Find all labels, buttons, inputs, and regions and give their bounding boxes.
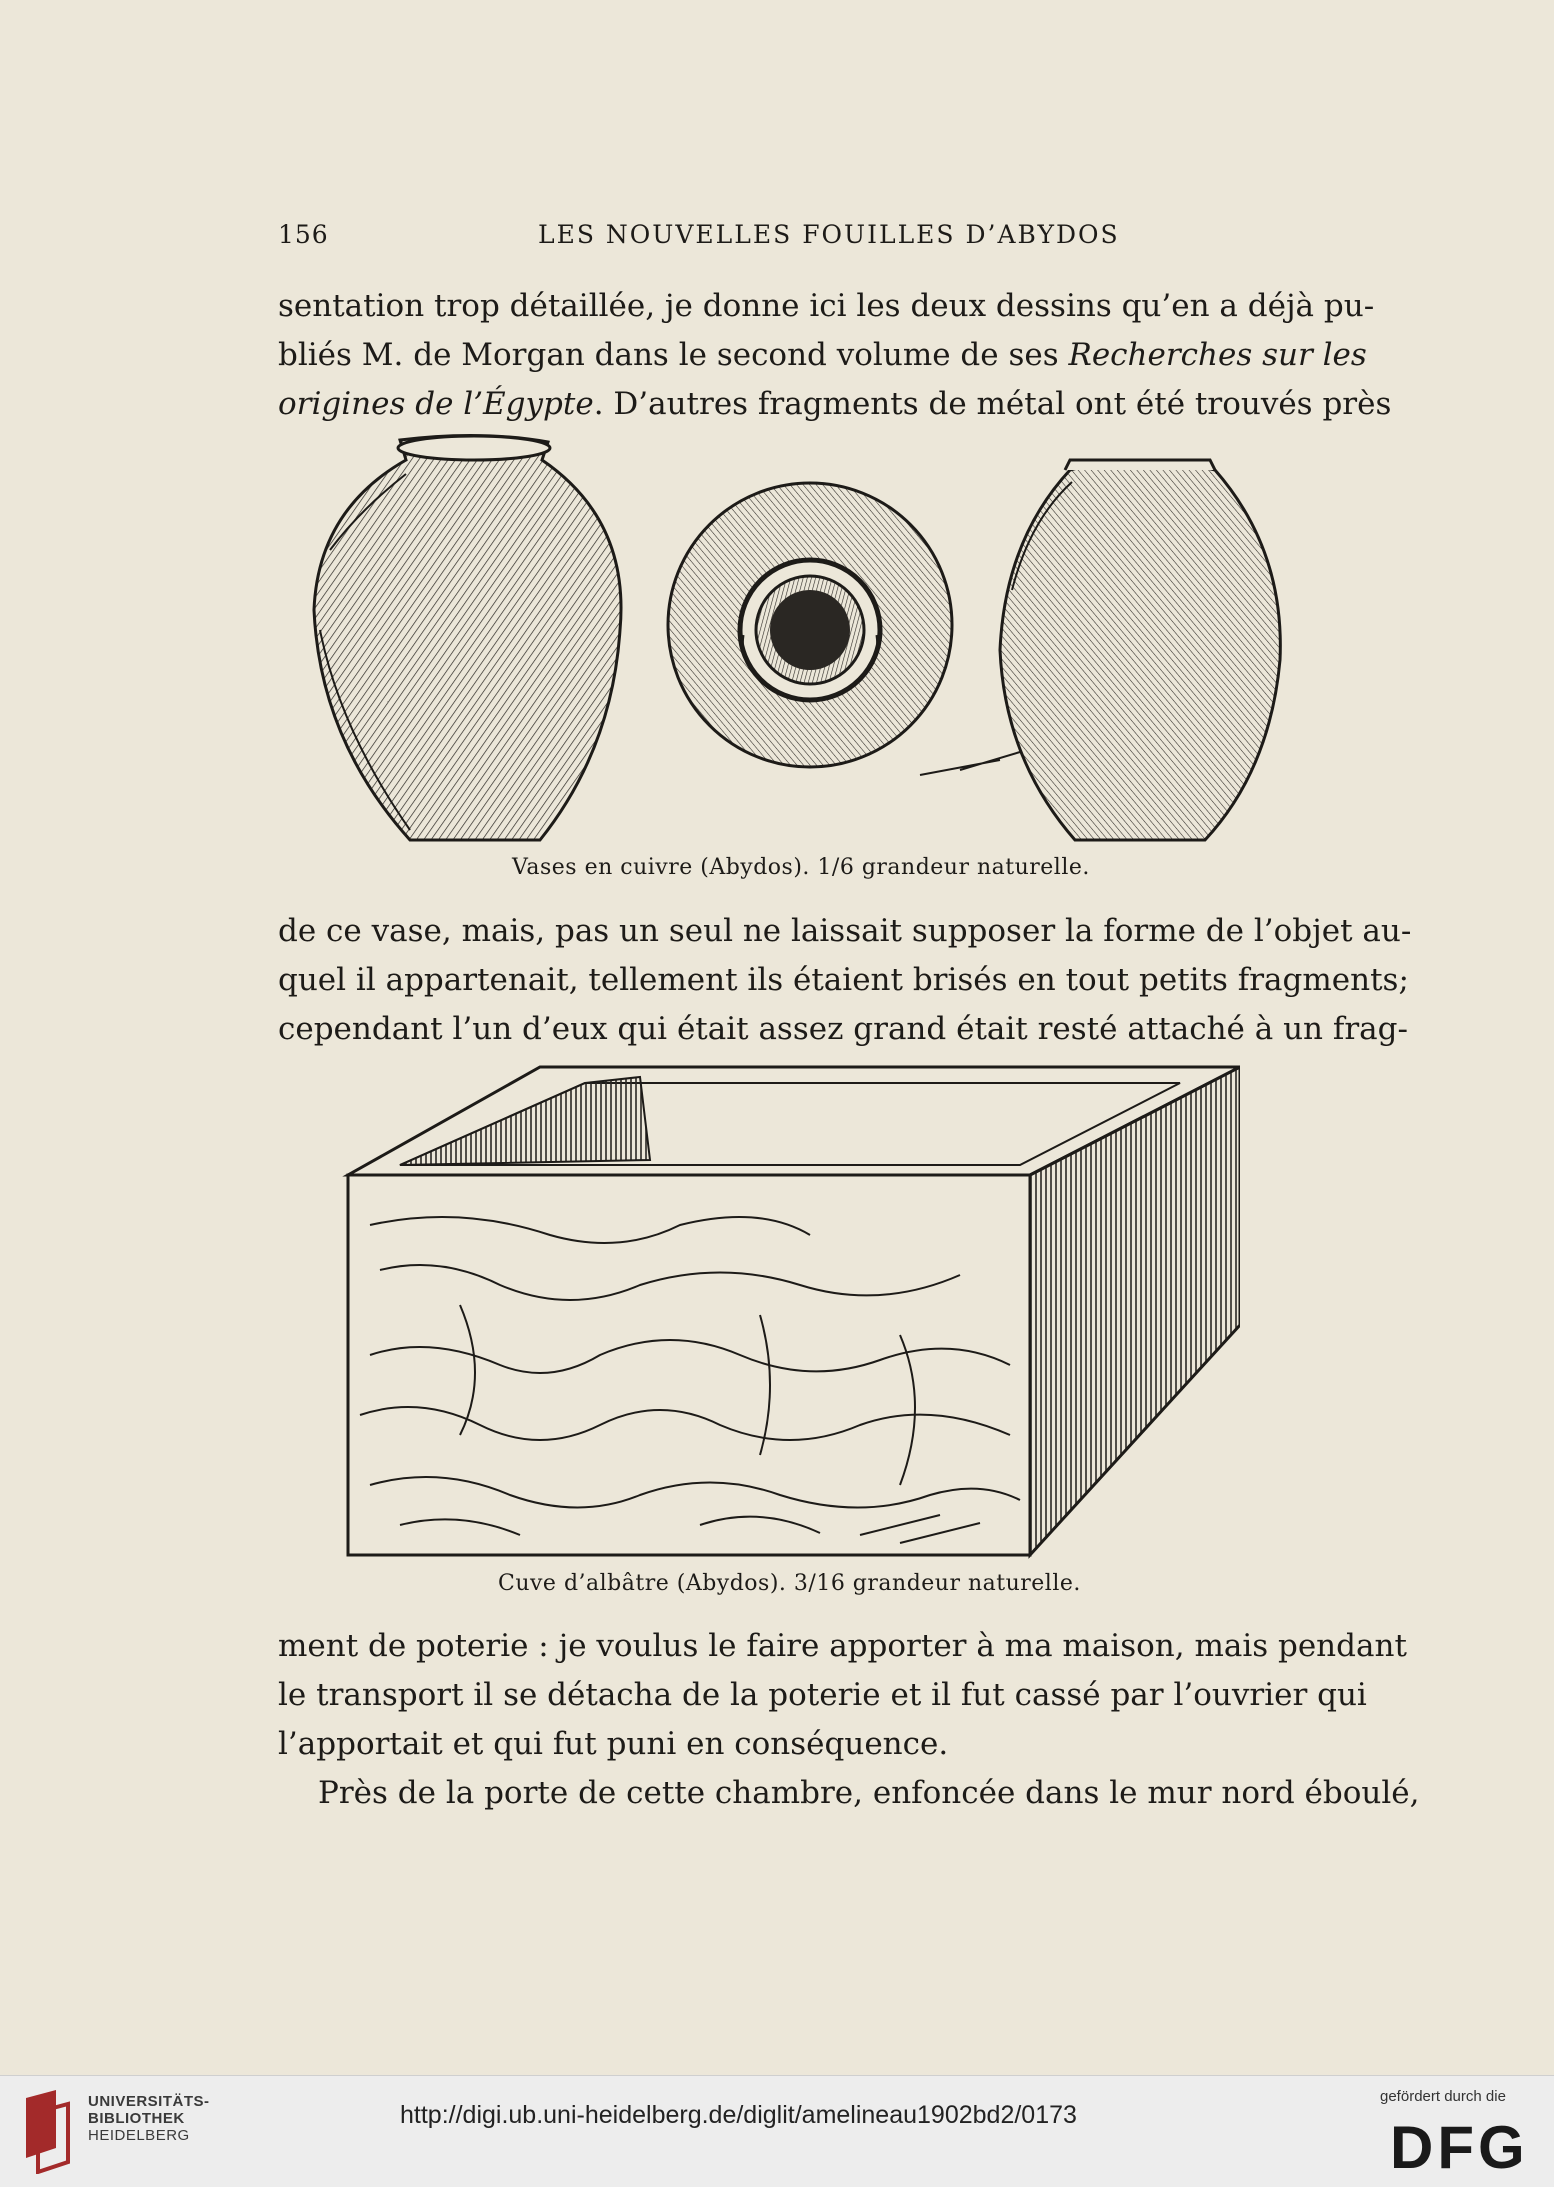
vase-left-drawing: [314, 435, 621, 840]
running-title: LES NOUVELLES FOUILLES D’ABYDOS: [538, 220, 1120, 249]
funding-label: gefördert durch die: [1380, 2088, 1506, 2105]
university-library-name: UNIVERSITÄTS- BIBLIOTHEK HEIDELBERG: [88, 2093, 210, 2144]
page-number: 156: [278, 220, 329, 249]
digitization-footer: [0, 2075, 1554, 2187]
text-line: origines de l’Égypte. D’autres fragments de métal ont été trouvés près: [278, 386, 1392, 422]
running-header: [278, 220, 1332, 260]
figure-2-caption: Cuve d’albâtre (Abydos). 3/16 grandeur naturelle.: [498, 1571, 1081, 1596]
text-line: de ce vase, mais, pas un seul ne laissait supposer la forme de l’objet au-: [278, 913, 1412, 949]
paragraph-3: [278, 1622, 1420, 1818]
text-line: sentation trop détaillée, je donne ici les deux dessins qu’en a déjà pu-: [278, 288, 1375, 324]
dfg-logo-icon: [1390, 2116, 1532, 2174]
text-line: le transport il se détacha de la poterie et il fut cassé par l’ouvrier qui: [278, 1677, 1367, 1713]
paragraph-2: [278, 907, 1412, 1054]
university-library-logo-icon: [16, 2088, 78, 2174]
figure-1-caption: Vases en cuivre (Abydos). 1/6 grandeur naturelle.: [512, 855, 1090, 880]
text-line: Près de la porte de cette chambre, enfoncée dans le mur nord éboulé,: [318, 1775, 1420, 1811]
vase-top-view-drawing: [668, 483, 1020, 775]
text-line: bliés M. de Morgan dans le second volume de ses Recherches sur les: [278, 337, 1367, 373]
svg-text:DFG: DFG: [1390, 2116, 1529, 2174]
paragraph-1: [278, 282, 1392, 429]
figure-alabaster-basin: [340, 1055, 1240, 1575]
text-line: l’apportait et qui fut puni en conséquence.: [278, 1726, 949, 1762]
figure-copper-vases: [300, 430, 1340, 850]
permalink-url[interactable]: http://digi.ub.uni-heidelberg.de/diglit/amelineau1902bd2/0173: [400, 2101, 1077, 2129]
text-line: quel il appartenait, tellement ils étaient brisés en tout petits fragments;: [278, 962, 1409, 998]
vase-right-drawing: [1000, 460, 1280, 840]
text-line: ment de poterie : je voulus le faire apporter à ma maison, mais pendant: [278, 1628, 1407, 1664]
text-line: cependant l’un d’eux qui était assez grand était resté attaché à un frag-: [278, 1011, 1408, 1047]
